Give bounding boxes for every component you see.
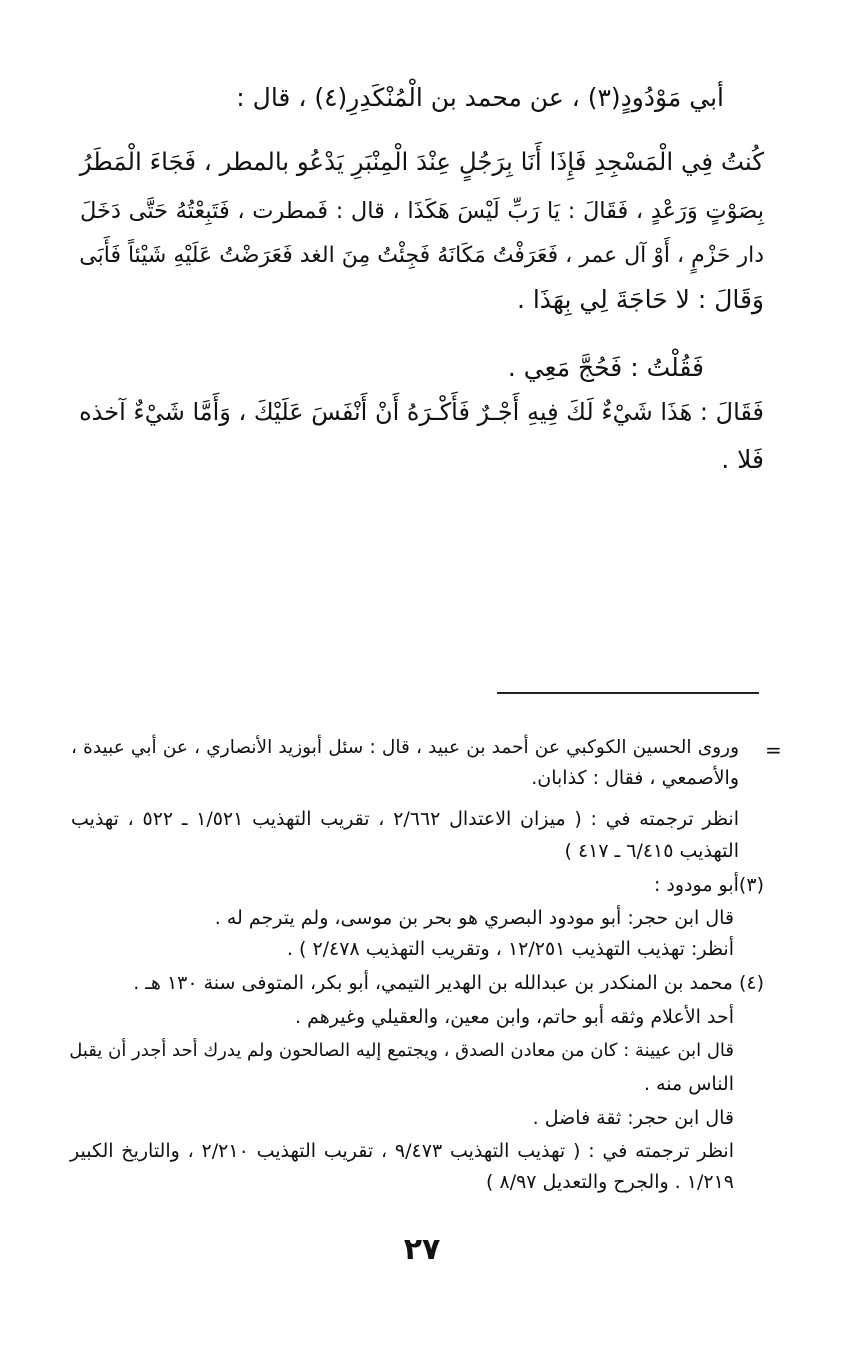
body-line-7: فَقَالَ : هَذَا شَيْءٌ لَكَ فِيهِ أَجْـرٌ فَأَكْـرَهُ أَنْ أَنْفَسَ عَلَيْكَ ، وَأَمَّا شَيْءٌ آخذه: [79, 398, 764, 426]
footnote-line-13: انظر ترجمته في : ( تهذيب التهذيب ٩/٤٧٣ ، تقريب التهذيب ٢/٢١٠ ، والتاريخ الكبير: [70, 1140, 734, 1162]
body-line-2: كُنتُ فِي الْمَسْجِدِ فَإِذَا أَنَا بِرَجُلٍ عِنْدَ الْمِنْبَرِ يَدْعُو بالمطر ، فَجَاءَ الْمَطَرُ: [79, 147, 764, 176]
footnote-line-6: قال ابن حجر: أبو مودود البصري هو بحر بن موسى، ولم يترجم له .: [214, 907, 734, 929]
footnote-line-8: (٤) محمد بن المنكدر بن عبدالله بن الهدير التيمي، أبو بكر، المتوفى سنة ١٣٠ هـ .: [133, 972, 764, 994]
footnote-line-12: قال ابن حجر: ثقة فاضل .: [532, 1107, 734, 1129]
footnote-line-1: وروى الحسين الكوكبي عن أحمد بن عبيد ، قال : سئل أبوزيد الأنصاري ، عن أبي عبيدة ،: [71, 737, 739, 758]
footnote-line-5: (٣)أبو مودود :: [653, 874, 764, 896]
footnote-line-2: والأصمعي ، فقال : كذابان.: [531, 767, 739, 789]
body-line-3: بِصَوْتٍ وَرَعْدٍ ، فَقَالَ : يَا رَبِّ لَيْسَ هَكَذَا ، قال : فَمطرت ، فَتَبِعْتُهُ حَتَّى دَخَلَ: [80, 198, 764, 224]
footnote-line-4: التهذيب ٦/٤١٥ ـ ٤١٧ ): [564, 840, 739, 862]
body-line-4: دار حَزْمٍ ، أَوْ آل عمر ، فَعَرَفْتُ مَكَانَهُ فَجِئْتُ مِنَ الغد فَعَرَضْتُ عَلَيْهِ شَيْئاً فَأَبَى: [79, 243, 764, 268]
footnote-line-10: قال ابن عيينة : كان من معادن الصدق ، ويجتمع إليه الصالحون ولم يدرك أحد أجدر أن يقبل: [69, 1040, 734, 1061]
footnote-line-11: الناس منه .: [644, 1073, 734, 1095]
footnote-separator: [497, 692, 759, 694]
footnote-continuation-marker: =: [765, 738, 782, 762]
page-number: ٢٧: [403, 1232, 441, 1267]
footnote-line-9: أحد الأعلام وثقه أبو حاتم، وابن معين، والعقيلي وغيرهم .: [295, 1006, 734, 1028]
footnote-line-14: ١/٢١٩ . والجرح والتعديل ٨/٩٧ ): [486, 1171, 734, 1193]
footnote-line-7: أنظر: تهذيب التهذيب ١٢/٢٥١ ، وتقريب التهذيب ٢/٤٧٨ ) .: [286, 938, 734, 960]
body-line-5: وَقَالَ : لا حَاجَةَ لِي بِهَذَا .: [516, 285, 764, 314]
footnote-line-3: انظر ترجمته في : ( ميزان الاعتدال ٢/٦٦٢ ، تقريب التهذيب ١/٥٢١ ـ ٥٢٢ ، تهذيب: [71, 808, 739, 830]
body-line-1: أبي مَوْدُودٍ(٣) ، عن محمد بن الْمُنْكَدِرِ(٤) ، قال :: [236, 83, 724, 112]
body-line-6: فَقُلْتُ : فَحُجَّ مَعِي .: [507, 353, 704, 382]
body-line-8: فَلا .: [721, 445, 764, 474]
